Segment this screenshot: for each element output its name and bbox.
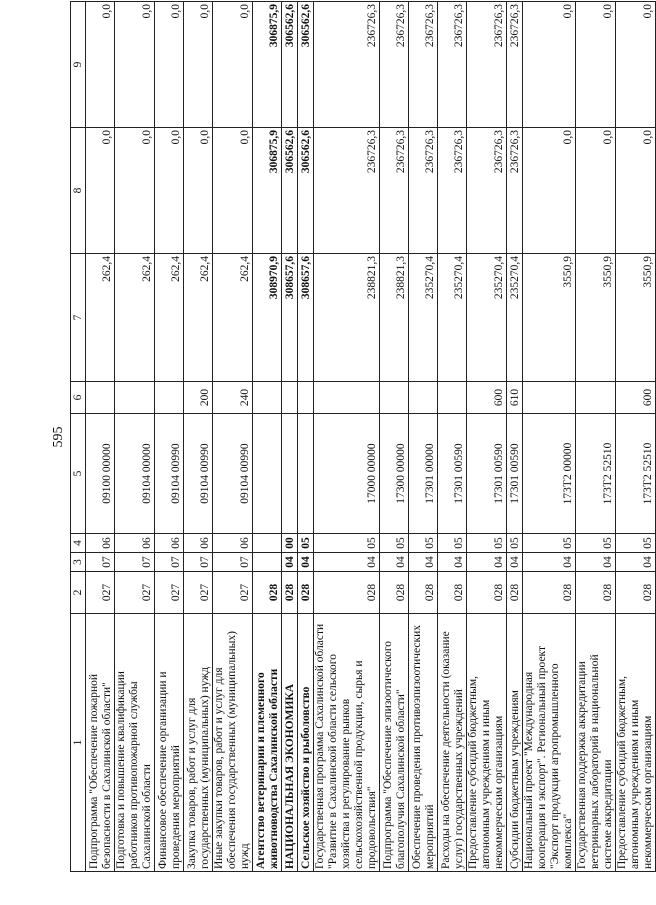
row-amount-col7: 262,4: [115, 254, 155, 382]
row-amount-col7: 235270,4: [409, 254, 438, 382]
row-ministry-code: 027: [155, 572, 184, 614]
page-number: 595: [51, 426, 66, 448]
row-amount-col9: 236726,3: [438, 2, 467, 128]
row-amount-col8: 306562,6: [298, 128, 314, 254]
row-target-code: 09104 00990: [184, 414, 213, 534]
row-name: Подпрограмма "Обеспечение пожарной безопасности в Сахалинской области": [86, 614, 115, 872]
header-cell-8: 8: [71, 128, 86, 254]
row-amount-col8: 236726,3: [507, 128, 523, 254]
row-section-code: 04: [282, 553, 298, 572]
row-amount-col8: 306875,9: [253, 128, 282, 254]
header-cell-9: 9: [71, 2, 86, 128]
row-amount-col9: 0,0: [523, 2, 576, 128]
row-amount-col7: 308657,6: [282, 254, 298, 382]
row-amount-col9: 236726,3: [507, 2, 523, 128]
row-amount-col7: 3550,9: [523, 254, 576, 382]
table-row: [86, 2, 115, 872]
row-expense-type: 240: [213, 382, 253, 414]
row-subsection-code: 05: [314, 534, 380, 553]
table-row: [616, 2, 656, 872]
row-amount-col9: 236726,3: [409, 2, 438, 128]
row-target-code: 173Т2 52510: [576, 414, 616, 534]
row-name: Государственная поддержка аккредитации ветеринарных лабораторий в национальной системе аккредитации: [576, 614, 616, 872]
row-name: Расходы на обеспечение деятельности (оказание услуг) государственных учреждений: [438, 614, 467, 872]
row-target-code: 173Т2 00000: [523, 414, 576, 534]
row-name: Подготовка и повышение квалификации работников противопожарной службы Сахалинской области: [115, 614, 155, 872]
row-expense-type: [253, 382, 282, 414]
row-subsection-code: 05: [507, 534, 523, 553]
row-expense-type: [438, 382, 467, 414]
row-amount-col8: 0,0: [115, 128, 155, 254]
table-row: [438, 2, 467, 872]
row-amount-col7: 308970,9: [253, 254, 282, 382]
row-amount-col8: 0,0: [523, 128, 576, 254]
row-amount-col7: 262,4: [184, 254, 213, 382]
row-target-code: 17300 00000: [380, 414, 409, 534]
row-expense-type: 600: [616, 382, 656, 414]
row-amount-col8: 236726,3: [409, 128, 438, 254]
row-section-code: 07: [115, 553, 155, 572]
table-row: [576, 2, 616, 872]
row-amount-col9: 236726,3: [314, 2, 380, 128]
row-amount-col7: 3550,9: [616, 254, 656, 382]
row-name: Обеспечение проведения противоэпизоотических мероприятий: [409, 614, 438, 872]
table-row: [115, 2, 155, 872]
row-subsection-code: 05: [298, 534, 314, 553]
row-ministry-code: 028: [523, 572, 576, 614]
row-amount-col8: 0,0: [213, 128, 253, 254]
row-expense-type: [298, 382, 314, 414]
row-section-code: [253, 553, 282, 572]
row-section-code: 04: [616, 553, 656, 572]
row-target-code: 17301 00000: [409, 414, 438, 534]
row-name: Национальный проект "Международная кооперация и экспорт". Региональный проект "Экспорт продукции агропромышленного комплекса": [523, 614, 576, 872]
row-name: Финансовое обеспечение организации и проведения мероприятий: [155, 614, 184, 872]
row-ministry-code: 028: [298, 572, 314, 614]
row-ministry-code: 027: [184, 572, 213, 614]
row-section-code: 07: [184, 553, 213, 572]
row-section-code: 04: [576, 553, 616, 572]
row-name: Субсидии бюджетным учреждениям: [507, 614, 523, 872]
row-subsection-code: 06: [115, 534, 155, 553]
table-row: [409, 2, 438, 872]
row-amount-col7: 238821,3: [314, 254, 380, 382]
header-cell-4: 4: [71, 534, 86, 553]
row-amount-col9: 0,0: [115, 2, 155, 128]
row-section-code: 04: [507, 553, 523, 572]
header-cell-6: 6: [71, 382, 86, 414]
table-body: [86, 2, 656, 872]
row-name: Государственная программа Сахалинской области "Развитие в Сахалинской области сельского хозяйства и регулирование рынков сельскохозяйственной продукции, сырья и продовольствия": [314, 614, 380, 872]
row-section-code: 04: [438, 553, 467, 572]
table-row: [380, 2, 409, 872]
table-row: [523, 2, 576, 872]
row-target-code: [253, 414, 282, 534]
row-target-code: 173Т2 52510: [616, 414, 656, 534]
row-amount-col8: 0,0: [155, 128, 184, 254]
row-target-code: 17000 00000: [314, 414, 380, 534]
header-cell-5: 5: [71, 414, 86, 534]
row-ministry-code: 028: [438, 572, 467, 614]
row-expense-type: [282, 382, 298, 414]
budget-table: [70, 1, 656, 872]
row-amount-col7: 235270,4: [467, 254, 507, 382]
row-amount-col7: 238821,3: [380, 254, 409, 382]
table-row: [213, 2, 253, 872]
row-expense-type: [576, 382, 616, 414]
row-ministry-code: 028: [507, 572, 523, 614]
row-ministry-code: 028: [253, 572, 282, 614]
row-subsection-code: 00: [282, 534, 298, 553]
row-amount-col8: 236726,3: [314, 128, 380, 254]
row-target-code: 09104 00990: [155, 414, 184, 534]
row-amount-col8: 306562,6: [282, 128, 298, 254]
row-amount-col8: 236726,3: [467, 128, 507, 254]
row-ministry-code: 028: [616, 572, 656, 614]
header-cell-7: 7: [71, 254, 86, 382]
row-name: Подпрограмма "Обеспечение эпизоотического благополучия Сахалинской области": [380, 614, 409, 872]
row-subsection-code: [253, 534, 282, 553]
row-subsection-code: 05: [438, 534, 467, 553]
row-amount-col8: 0,0: [86, 128, 115, 254]
row-subsection-code: 06: [213, 534, 253, 553]
row-ministry-code: 028: [576, 572, 616, 614]
row-expense-type: [115, 382, 155, 414]
row-amount-col7: 308657,6: [298, 254, 314, 382]
header-row: [71, 2, 86, 872]
row-amount-col9: 0,0: [184, 2, 213, 128]
row-name: Сельское хозяйство и рыболовство: [298, 614, 314, 872]
header-cell-3: 3: [71, 553, 86, 572]
row-section-code: 07: [86, 553, 115, 572]
row-expense-type: [409, 382, 438, 414]
row-target-code: 17301 00590: [438, 414, 467, 534]
row-amount-col9: 0,0: [213, 2, 253, 128]
row-expense-type: 200: [184, 382, 213, 414]
row-target-code: 09104 00990: [213, 414, 253, 534]
row-section-code: 07: [155, 553, 184, 572]
row-ministry-code: 027: [115, 572, 155, 614]
row-section-code: 04: [380, 553, 409, 572]
row-expense-type: [86, 382, 115, 414]
row-amount-col7: 262,4: [86, 254, 115, 382]
row-amount-col7: 235270,4: [438, 254, 467, 382]
row-amount-col9: 0,0: [155, 2, 184, 128]
row-expense-type: [314, 382, 380, 414]
row-ministry-code: 028: [409, 572, 438, 614]
row-expense-type: [523, 382, 576, 414]
row-ministry-code: 027: [213, 572, 253, 614]
row-subsection-code: 05: [380, 534, 409, 553]
row-amount-col8: 0,0: [184, 128, 213, 254]
row-amount-col9: 0,0: [576, 2, 616, 128]
row-target-code: [282, 414, 298, 534]
row-amount-col9: 0,0: [86, 2, 115, 128]
table-row: [253, 2, 282, 872]
row-section-code: 04: [298, 553, 314, 572]
row-amount-col9: 306562,6: [298, 2, 314, 128]
row-target-code: 09100 00000: [86, 414, 115, 534]
row-name: Иные закупки товаров, работ и услуг для обеспечения государственных (муниципальных) нужд: [213, 614, 253, 872]
table-row: [184, 2, 213, 872]
row-subsection-code: 05: [616, 534, 656, 553]
row-ministry-code: 028: [380, 572, 409, 614]
row-amount-col9: 306562,6: [282, 2, 298, 128]
row-name: НАЦИОНАЛЬНАЯ ЭКОНОМИКА: [282, 614, 298, 872]
table-row: [507, 2, 523, 872]
table-row: [155, 2, 184, 872]
row-amount-col9: 306875,9: [253, 2, 282, 128]
row-name: Предоставление субсидий бюджетным, автономным учреждениям и иным некоммерческим организациям: [616, 614, 656, 872]
rotated-content: [50, 2, 654, 872]
row-subsection-code: 05: [409, 534, 438, 553]
row-amount-col7: 3550,9: [576, 254, 616, 382]
row-target-code: [298, 414, 314, 534]
table-row: [467, 2, 507, 872]
row-subsection-code: 05: [467, 534, 507, 553]
row-target-code: 17301 00590: [467, 414, 507, 534]
row-subsection-code: 06: [184, 534, 213, 553]
row-subsection-code: 06: [155, 534, 184, 553]
row-ministry-code: 028: [314, 572, 380, 614]
table-row: [282, 2, 298, 872]
row-section-code: 07: [213, 553, 253, 572]
row-amount-col8: 0,0: [576, 128, 616, 254]
row-amount-col8: 236726,3: [380, 128, 409, 254]
row-amount-col9: 236726,3: [380, 2, 409, 128]
table-row: [314, 2, 380, 872]
header-cell-1: 1: [71, 614, 86, 872]
row-amount-col8: 0,0: [616, 128, 656, 254]
row-section-code: 04: [467, 553, 507, 572]
row-expense-type: [380, 382, 409, 414]
row-name: Предоставление субсидий бюджетным, автономным учреждениям и иным некоммерческим организациям: [467, 614, 507, 872]
row-subsection-code: 05: [576, 534, 616, 553]
row-subsection-code: 06: [86, 534, 115, 553]
row-name: Агентство ветеринарии и племенного животноводства Сахалинской области: [253, 614, 282, 872]
row-name: Закупка товаров, работ и услуг для государственных (муниципальных) нужд: [184, 614, 213, 872]
row-amount-col9: 0,0: [616, 2, 656, 128]
row-ministry-code: 027: [86, 572, 115, 614]
row-section-code: 04: [409, 553, 438, 572]
header-cell-2: 2: [71, 572, 86, 614]
row-target-code: 17301 00590: [507, 414, 523, 534]
row-section-code: 04: [314, 553, 380, 572]
row-expense-type: [155, 382, 184, 414]
row-amount-col7: 262,4: [213, 254, 253, 382]
row-amount-col8: 236726,3: [438, 128, 467, 254]
row-ministry-code: 028: [467, 572, 507, 614]
row-section-code: 04: [523, 553, 576, 572]
row-amount-col9: 236726,3: [467, 2, 507, 128]
row-amount-col7: 262,4: [155, 254, 184, 382]
row-ministry-code: 028: [282, 572, 298, 614]
table-row: [298, 2, 314, 872]
row-target-code: 09104 00000: [115, 414, 155, 534]
row-expense-type: 600: [467, 382, 507, 414]
row-expense-type: 610: [507, 382, 523, 414]
row-subsection-code: 05: [523, 534, 576, 553]
row-amount-col7: 235270,4: [507, 254, 523, 382]
